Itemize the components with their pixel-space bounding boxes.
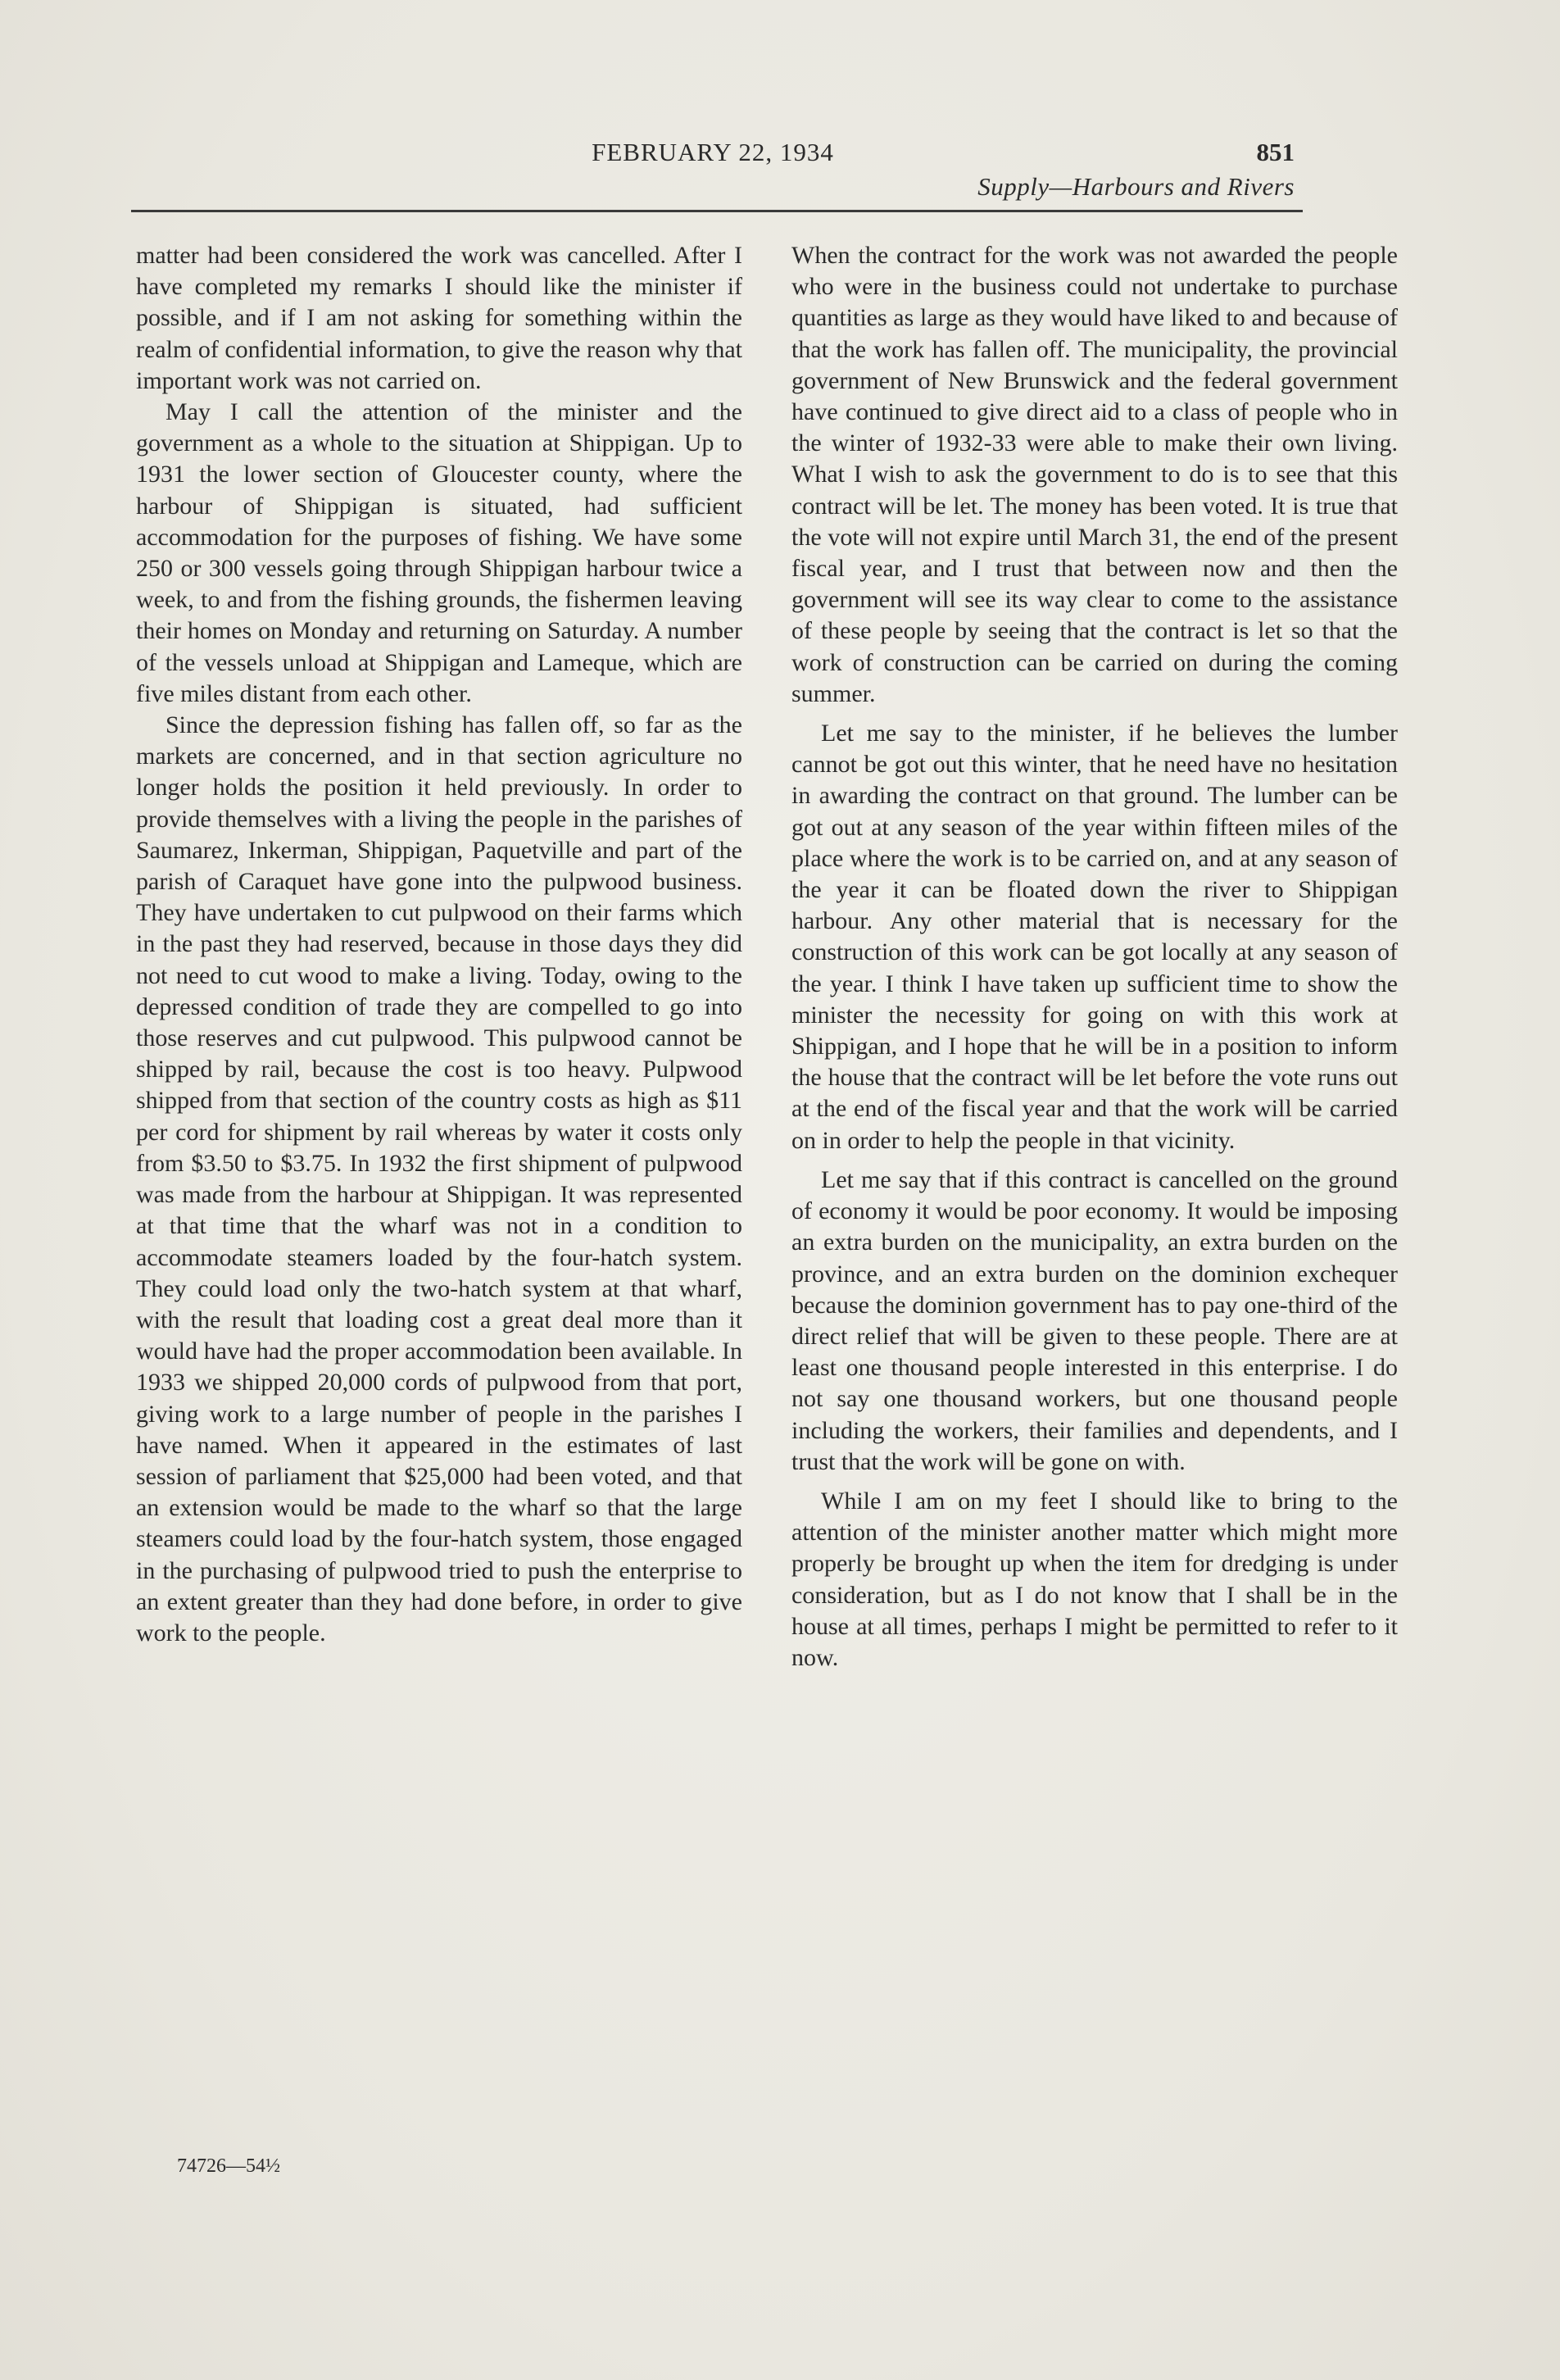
left-column xyxy=(136,240,742,1649)
paragraph: May I call the attention of the minister and the government as a whole to the situation at Shippigan. Up to 1931 the lower section of Gloucester county, where the harbour of Shippigan is situated, had sufficient accommodation for the purposes of fishing. We have some 250 or 300 vessels going through Shippigan harbour twice a week, to and from the fishing grounds, the fishermen leaving their homes on Monday and returning on Saturday. A number of the vessels unload at Shippigan and Lameque, which are five miles distant from each other. xyxy=(136,398,742,707)
paragraph: When the contract for the work was not awarded the people who were in the business could not undertake to purchase quantities as large as they would have liked to and because of that the work has fallen off. The municipality, the provincial government of New Brunswick and the federal government have continued to give direct aid to a class of people who in the winter of 1932-33 were able to make their own living. What I wish to ask the government to do is to see that this contract will be let. The money has been voted. It is true that the vote will not expire until March 31, the end of the present fiscal year, and I trust that between now and then the government will see its way clear to come to the assistance of these people by seeing that the contract is let so that the work of construction can be carried on during the coming summer. xyxy=(791,242,1398,707)
right-column xyxy=(791,240,1398,1674)
section-title: Supply—Harbours and Rivers xyxy=(977,172,1295,201)
paragraph: While I am on my feet I should like to bring to the attention of the minister another matter which might more properly be brought up when the item for dredging is under consideration, but as I do not know that I shall be in the house at all times, perhaps I might be permitted to refer to it now. xyxy=(791,1487,1398,1671)
paragraph: Let me say to the minister, if he believes the lumber cannot be got out this winter, that he need have no hesitation in awarding the contract on that ground. The lumber can be got out at any season of the year within fifteen miles of the place where the work is to be carried on, and at any season of the year it can be floated down the river to Shippigan harbour. Any other material that is necessary for the construction of this work can be got locally at any season of the year. I think I have taken up sufficient time to show the minister the necessity for going on with this work at Shippigan, and I hope that he will be in a position to inform the house that the contract will be let before the vote runs out at the end of the fiscal year and that the work will be carried on in order to help the people in that vicinity. xyxy=(791,720,1398,1154)
header-date: FEBRUARY 22, 1934 xyxy=(592,138,834,166)
page-header xyxy=(131,129,1295,203)
paragraph: Since the depression fishing has fallen off, so far as the markets are concerned, and in that section agriculture no longer holds the position it held previously. In order to provide themselves with a living the people in the parishes of Saumarez, Inkerman, Shippigan, Paquetville and part of the parish of Caraquet have gone into the pulpwood business. They have undertaken to cut pulpwood on their farms which in the past they had reserved, because in those days they did not need to cut wood to make a living. Today, owing to the depressed condition of trade they are compelled to go into those reserves and cut pulpwood. This pulpwood cannot be shipped by rail, because the cost is too heavy. Pulpwood shipped from that section of the country costs as high as $11 per cord for shipment by rail whereas by water it costs only from $3.50 to $3.75. In 1932 the first shipment of pulpwood was made from the harbour at Shippigan. It was represented at that time that the wharf was not in a condition to accommodate steamers loaded by the four-hatch system. They could load only the two-hatch system at that wharf, with the result that loading cost a great deal more than it would have had the proper accommodation been available. In 1933 we shipped 20,000 cords of pulpwood from that port, giving work to a large number of people in the parishes I have named. When it appeared in the estimates of last session of parliament that $25,000 had been voted, and that an extension would be made to the wharf so that the large steamers could load by the four-hatch system, those engaged in the purchasing of pulpwood tried to push the enterprise to an extent greater than they had done before, in order to give work to the people. xyxy=(136,711,742,1646)
header-rule xyxy=(131,210,1303,212)
paragraph: Let me say that if this contract is cancelled on the ground of economy it would be poor economy. It would be imposing an extra burden on the municipality, an extra burden on the province, and an extra burden on the dominion exchequer because the dominion government has to pay one-third of the direct relief that will be given to these people. There are at least one thousand people interested in this enterprise. I do not say one thousand workers, but one thousand people including the workers, their families and dependents, and I trust that the work will be gone on with. xyxy=(791,1165,1398,1475)
page-number: 851 xyxy=(1256,138,1295,166)
paragraph: matter had been considered the work was cancelled. After I have completed my remarks I should like the minister if possible, and if I am not asking for something within the realm of confidential information, to give the reason why that important work was not carried on. xyxy=(136,242,742,394)
printer-code: 74726—54½ xyxy=(177,2155,280,2177)
